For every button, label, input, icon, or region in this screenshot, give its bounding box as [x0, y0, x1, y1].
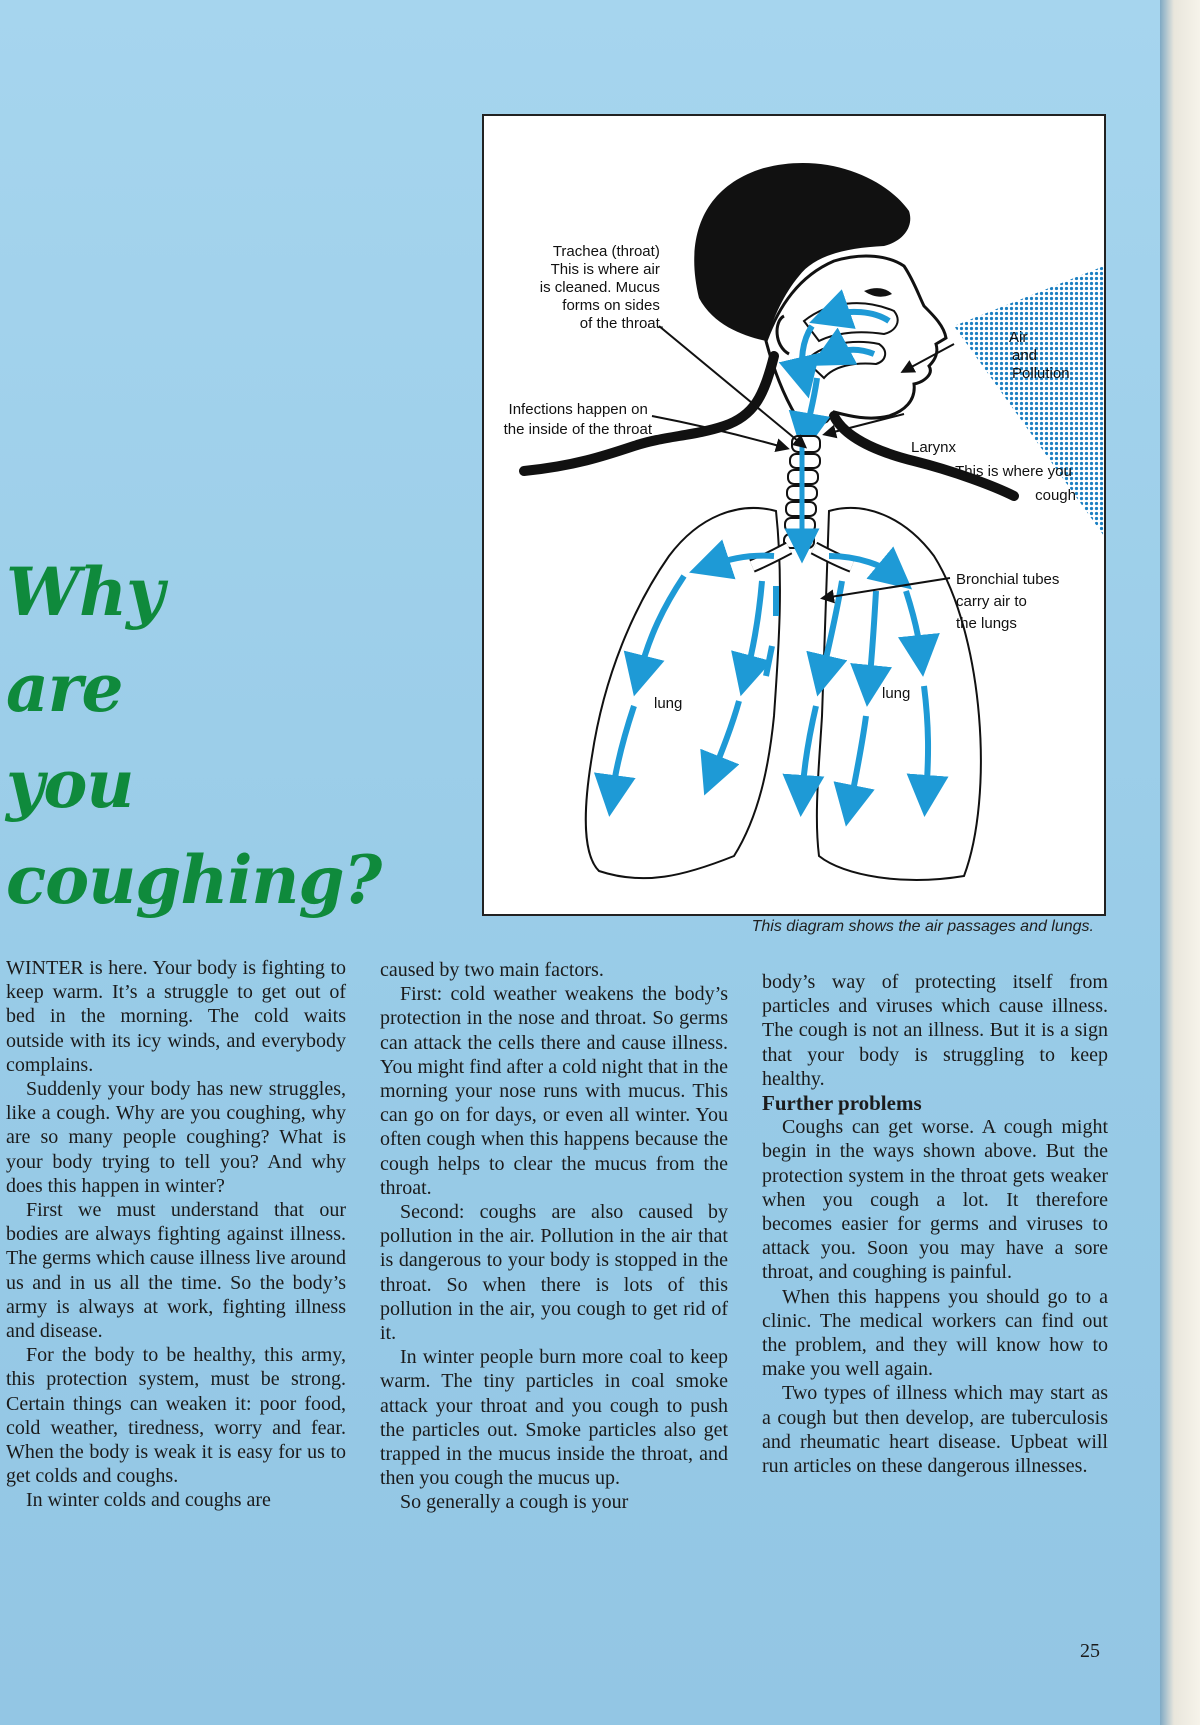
label-lung-left: lung [654, 695, 683, 712]
paragraph: So generally a cough is your [400, 1491, 629, 1514]
paragraph: When this happens you should go to a clinic. The medical workers can find out the problem, and they will know how to make you well again. [762, 1285, 1108, 1381]
label-bronchial-tubes: Bronchial tubes carry air to the lungs [956, 571, 1060, 632]
left-lung [586, 508, 780, 878]
paragraph: Two types of illness which may start as a cough but then develop, are tuberculosis and rheumatic heart disease. Upbeat will run articles on these dangerous illnesses. [762, 1382, 1108, 1478]
headline-line-3: you [6, 745, 134, 824]
label-infections: Infections happen on the inside of the throat [503, 401, 652, 438]
page-edge [1160, 0, 1200, 1725]
paragraph: Coughs can get worse. A cough might begin in the ways shown above. But the protection system in the throat gets weaker when you cough a lot. It therefore becomes easier for germs and viruses to attack you. Soon you may have a sore throat, and coughing is painful. [762, 1116, 1108, 1284]
respiratory-diagram [482, 114, 1106, 916]
paragraph: In winter colds and coughs are [26, 1489, 271, 1512]
label-trachea: Trachea (throat) This is where air is cleaned. Mucus forms on sides of the throat. [539, 243, 664, 332]
neck-shoulders-right [834, 416, 1014, 496]
pollution-cloud [954, 266, 1104, 536]
paragraph: Suddenly your body has new struggles, like a cough. Why are you coughing, why are so many people coughing? What is your body trying to tell you? And why does this happen in winter? [6, 1078, 346, 1197]
paragraph: In winter people burn more coal to keep warm. The tiny particles in coal smoke attack your throat and you cough to push the particles out. Smoke particles also get trapped in the mucus inside the throat, and then you cough the mucus up. [380, 1346, 728, 1490]
paragraph: First we must understand that our bodies are always fighting against illness. The germs which cause illness live around us and in us all the time. So the body’s army is always at work, fighting illness and disease. [6, 1199, 346, 1343]
subheading-further-problems: Further problems [762, 1091, 922, 1116]
headline-line-2: are [6, 649, 123, 728]
column-3 [762, 970, 1108, 1478]
diagram-caption: This diagram shows the air passages and lungs. [751, 918, 1094, 935]
column-2 [380, 958, 728, 1515]
paragraph: First: cold weather weakens the body’s protection in the nose and throat. So germs can attack the cells there and cause illness. You might find after a cold night that in the morning your nose runs with mucus. This can go on for days, or even all winter. You often cough when this happens because the cough helps to clear the mucus from the throat. [380, 983, 728, 1199]
diagram-svg [484, 116, 1104, 914]
label-lung-right: lung [882, 685, 911, 702]
paragraph: Second: coughs are also caused by pollution in the air. Pollution in the air that is dangerous to your body is stopped in the throat. So when there is lots of this pollution in the air, you cough to get rid of it. [380, 1201, 728, 1345]
paragraph: caused by two main factors. [380, 959, 604, 981]
column-1 [6, 956, 346, 1513]
paragraph: WINTER is here. Your body is fighting to keep warm. It’s a struggle to get out of bed in the morning. The cold waits outside with its icy winds, and everybody complains. [6, 957, 346, 1076]
headline [6, 544, 476, 928]
paragraph: body’s way of protecting itself from particles and viruses which cause illness. The cough is not an illness. But it is a sign that your body is struggling to keep healthy. [762, 971, 1108, 1090]
page-number: 25 [1080, 1640, 1100, 1662]
headline-line-1: Why [6, 553, 164, 632]
headline-line-4: coughing? [6, 841, 382, 920]
label-larynx: Larynx This is where you cough [911, 439, 1076, 504]
paragraph: For the body to be healthy, this army, this protection system, must be strong. Certain things can weaken it: poor food, cold weather, tiredness, worry and fear. When the body is weak it is easy for us to get colds and coughs. [6, 1344, 346, 1488]
label-air-pollution: Air and Pollution [1009, 329, 1070, 382]
